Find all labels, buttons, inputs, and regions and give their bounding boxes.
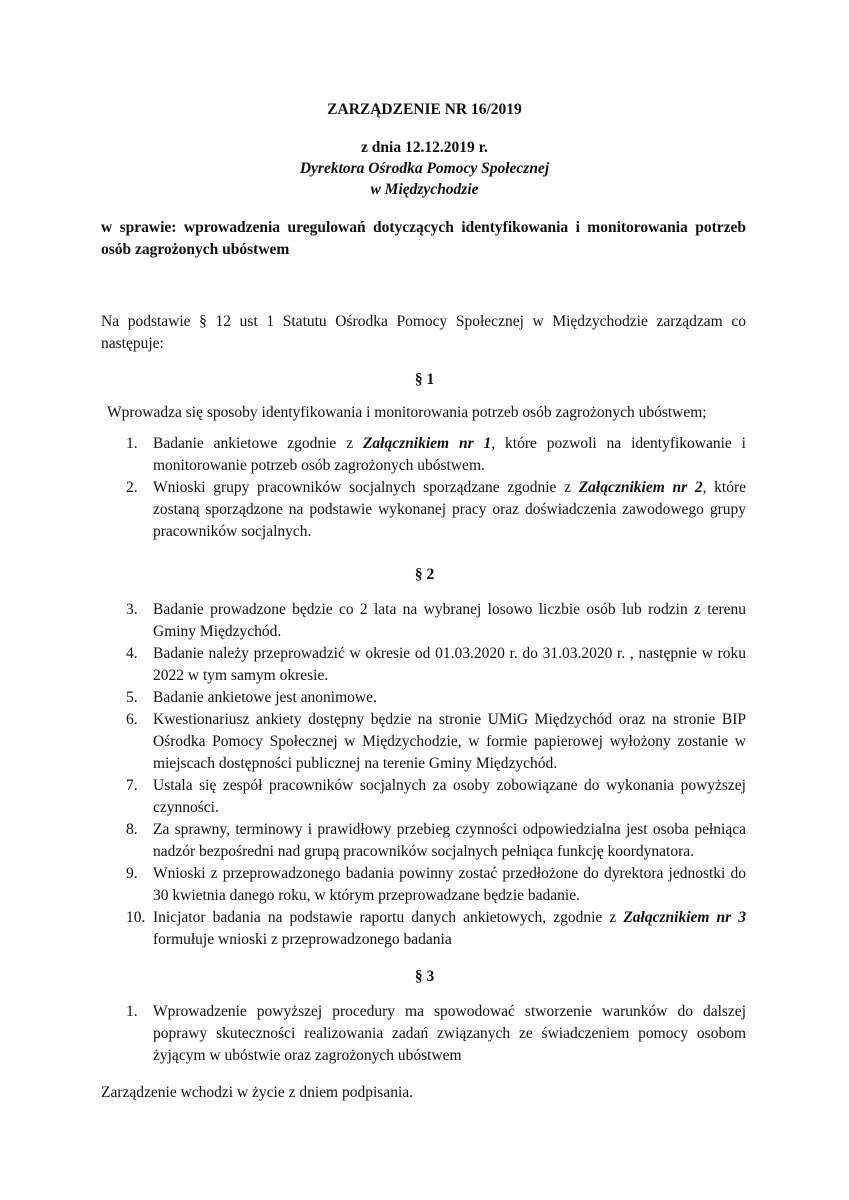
list-item — [101, 819, 746, 863]
section-3-heading: § 3 — [414, 968, 435, 985]
list-item — [101, 687, 746, 709]
list-item-text: Kwestionariusz ankiety dostępny będzie na stronie UMiG Międzychód oraz na stronie BIP Ośrodka Pomocy Społecznej w Międzychodzie, w formie papierowej wyłożony zostanie w miejscach dostępności publicznej na terenie Gminy Międzychód. — [153, 711, 746, 772]
attachment-reference: Załącznikiem nr 2 — [578, 479, 703, 496]
list-item — [101, 643, 746, 687]
legal-basis: Na podstawie § 12 ust 1 Statutu Ośrodka Pomocy Społecznej w Międzychodzie zarządzam co następuje: — [101, 313, 746, 352]
list-item — [101, 907, 746, 951]
list-item-text: Inicjator badania na podstawie raportu danych ankietowych, zgodnie z — [153, 909, 624, 926]
list-item-text: Za sprawny, terminowy i prawidłowy przebieg czynności odpowiedzialna jest osoba pełniąca nadzór bezpośredni nad grupą pracowników socjalnych pełniąca funkcję koordynatora. — [153, 821, 746, 860]
list-item-number: 3. — [126, 601, 138, 618]
section-1-list — [101, 433, 746, 543]
list-item — [101, 1001, 746, 1067]
list-item-number: 1. — [126, 1003, 138, 1020]
list-item — [101, 863, 746, 907]
list-item-number: 1. — [126, 435, 138, 452]
list-item-number: 10. — [126, 909, 146, 926]
section-3-list — [101, 1001, 746, 1067]
list-item — [101, 775, 746, 819]
list-item-number: 4. — [126, 645, 138, 662]
list-item-number: 9. — [126, 865, 138, 882]
document-date: z dnia 12.12.2019 r. — [361, 139, 488, 156]
list-item-text: Badanie ankietowe zgodnie z — [153, 435, 363, 452]
document-subject: w sprawie: wprowadzenia uregulowań dotyczących identyfikowania i monitorowania potrzeb osób zagrożonych ubóstwem — [101, 219, 746, 258]
document-title: ZARZĄDZENIE NR 16/2019 — [327, 101, 522, 118]
list-item-number: 5. — [126, 689, 138, 706]
list-item-text: Wnioski z przeprowadzonego badania powinny zostać przedłożone do dyrektora jednostki do 30 kwietnia danego roku, w którym przeprowadzane będzie badanie. — [153, 865, 746, 904]
section-2-heading: § 2 — [414, 566, 435, 583]
list-item-number: 7. — [126, 777, 138, 794]
list-item-text: Wprowadzenie powyższej procedury ma spowodować stworzenie warunków do dalszej poprawy skuteczności realizowania zadań związanych ze świadczeniem pomocy osobom żyjącym w ubóstwie oraz zagrożonych ubóstwem — [153, 1003, 746, 1064]
list-item-text: formułuje wnioski z przeprowadzonego badania — [153, 931, 452, 948]
list-item — [101, 477, 746, 543]
list-item-text: , które pozwoli na identyfikowanie i monitorowanie potrzeb osób zagrożonych ubóstwem. — [153, 435, 746, 474]
list-item-text: , które zostaną sporządzone na podstawie wykonanej pracy oraz doświadczenia zawodowego grupy pracowników socjalnych. — [153, 479, 746, 540]
attachment-reference: Załącznikiem nr 1 — [362, 435, 492, 452]
closing-statement: Zarządzenie wchodzi w życie z dniem podpisania. — [101, 1084, 414, 1101]
list-item-text: Wnioski grupy pracowników socjalnych sporządzane zgodnie z — [153, 479, 579, 496]
list-item-number: 6. — [126, 711, 138, 728]
list-item — [101, 709, 746, 775]
list-item-text: Ustala się zespół pracowników socjalnych za osoby zobowiązane do wykonania powyższej czynności. — [153, 777, 746, 816]
section-2-list — [101, 599, 746, 951]
section-1-heading: § 1 — [414, 371, 435, 388]
document-author — [0, 158, 849, 200]
author-line-2: w Międzychodzie — [370, 181, 479, 198]
list-item-number: 2. — [126, 479, 138, 496]
list-item — [101, 433, 746, 477]
list-item-number: 8. — [126, 821, 138, 838]
list-item — [101, 599, 746, 643]
list-item-text: Badanie ankietowe jest anonimowe. — [153, 689, 377, 706]
author-line-1: Dyrektora Ośrodka Pomocy Społecznej — [299, 160, 550, 177]
attachment-reference: Załącznikiem nr 3 — [623, 909, 746, 926]
list-item-text: Badanie należy przeprowadzić w okresie od 01.03.2020 r. do 31.03.2020 r. , następnie w roku 2022 w tym samym okresie. — [153, 645, 746, 684]
section-1-intro: Wprowadza się sposoby identyfikowania i monitorowania potrzeb osób zagrożonych ubóstwem; — [107, 404, 707, 421]
list-item-text: Badanie prowadzone będzie co 2 lata na wybranej losowo liczbie osób lub rodzin z terenu Gminy Międzychód. — [153, 601, 746, 640]
